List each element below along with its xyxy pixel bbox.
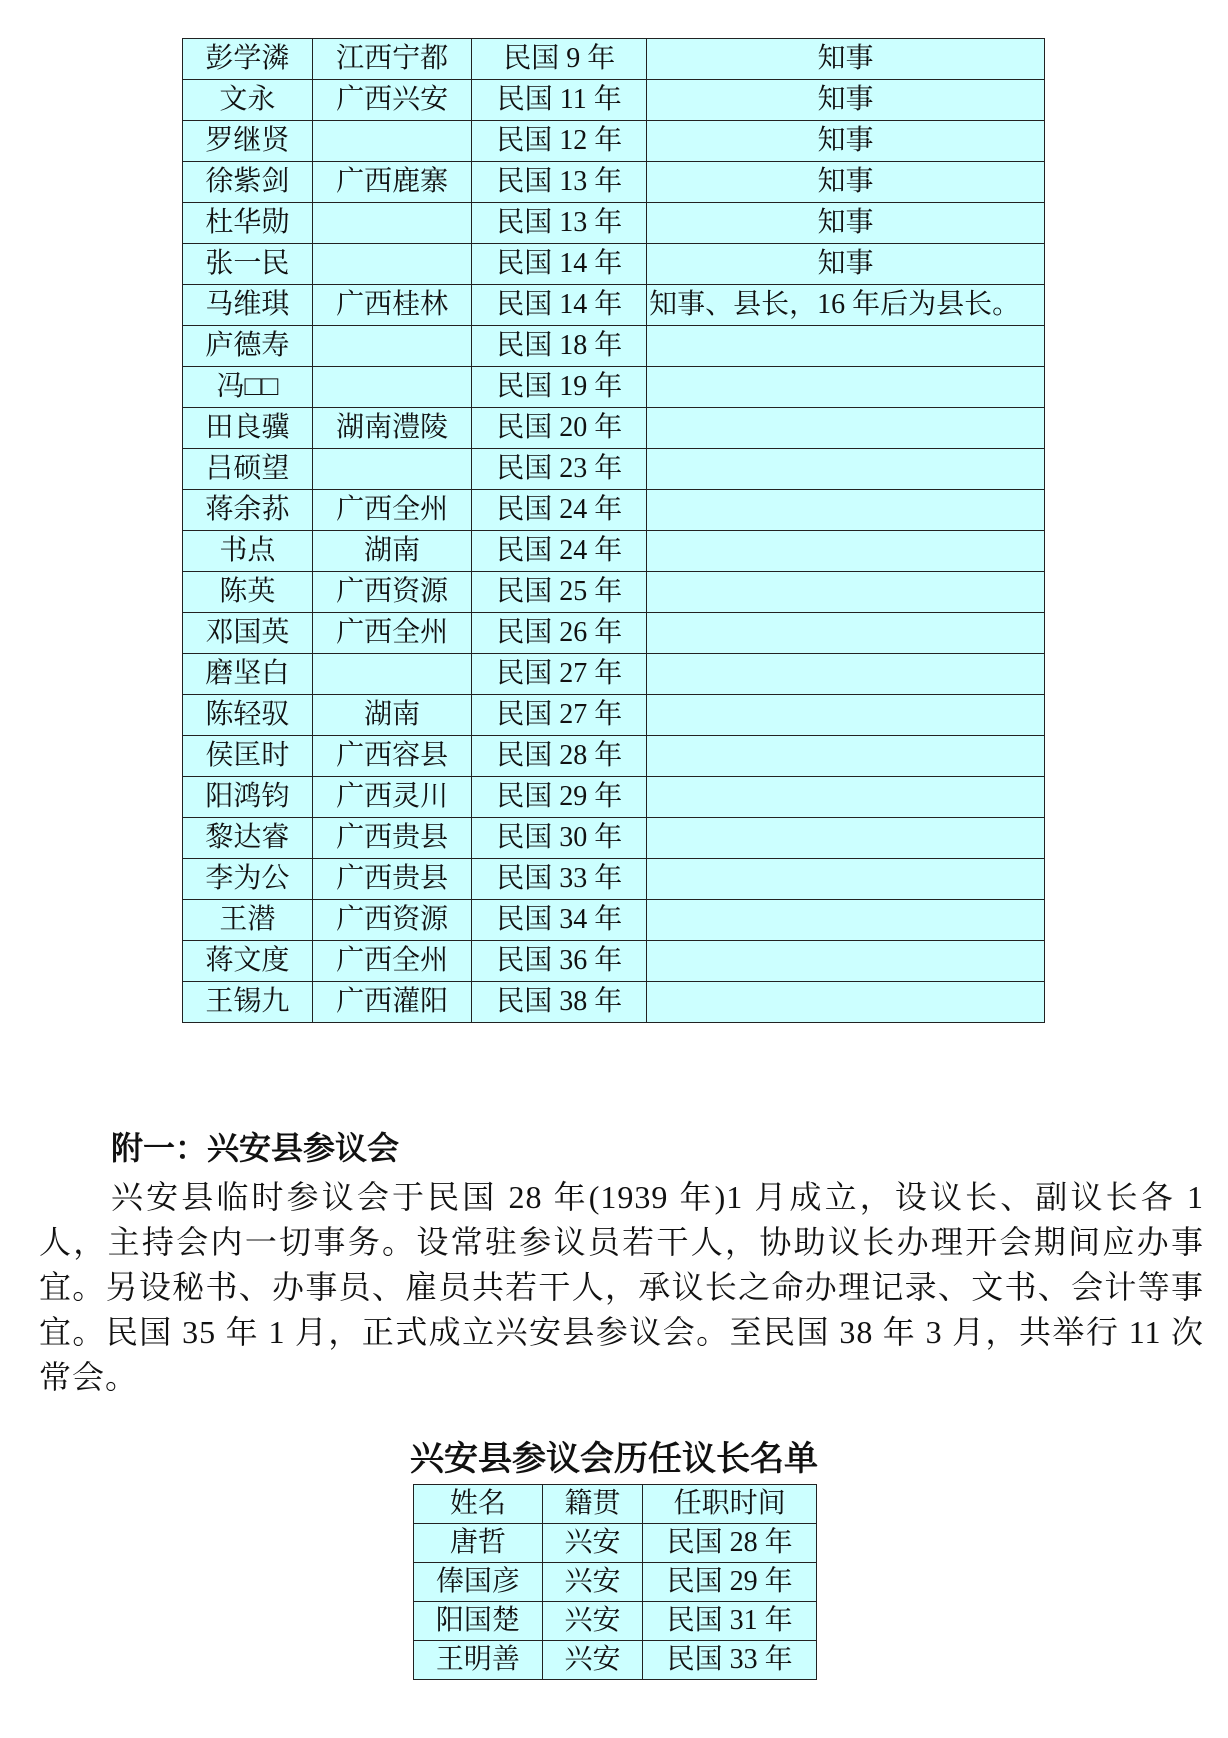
cell-note: 知事	[647, 203, 1045, 244]
table-row	[183, 285, 1045, 326]
cell-year: 民国 13 年	[472, 162, 647, 203]
cell-term: 民国 29 年	[643, 1563, 817, 1602]
cell-origin	[312, 121, 472, 162]
header-name: 姓名	[414, 1485, 543, 1524]
cell-name: 文永	[183, 80, 313, 121]
table-row	[183, 695, 1045, 736]
cell-origin: 湖南澧陵	[312, 408, 472, 449]
table-row	[183, 244, 1045, 285]
cell-name: 彭学潾	[183, 39, 313, 80]
cell-origin: 兴安	[542, 1563, 643, 1602]
cell-year: 民国 24 年	[472, 531, 647, 572]
cell-note	[647, 777, 1045, 818]
table-row	[183, 326, 1045, 367]
cell-note	[647, 367, 1045, 408]
cell-note	[647, 613, 1045, 654]
table-row	[183, 777, 1045, 818]
cell-term: 民国 33 年	[643, 1641, 817, 1680]
cell-origin: 兴安	[542, 1602, 643, 1641]
cell-name: 阳国楚	[414, 1602, 543, 1641]
table-row	[183, 531, 1045, 572]
table-row	[414, 1524, 817, 1563]
cell-name: 王潜	[183, 900, 313, 941]
cell-year: 民国 30 年	[472, 818, 647, 859]
table-row	[183, 736, 1045, 777]
cell-year: 民国 36 年	[472, 941, 647, 982]
cell-origin: 兴安	[542, 1641, 643, 1680]
cell-origin	[312, 203, 472, 244]
cell-name: 陈轻驭	[183, 695, 313, 736]
table-row	[183, 408, 1045, 449]
cell-origin: 广西贵县	[312, 818, 472, 859]
cell-name: 田良骥	[183, 408, 313, 449]
cell-year: 民国 23 年	[472, 449, 647, 490]
cell-year: 民国 14 年	[472, 244, 647, 285]
cell-origin: 湖南	[312, 531, 472, 572]
cell-name: 杜华勋	[183, 203, 313, 244]
cell-year: 民国 38 年	[472, 982, 647, 1023]
cell-origin	[312, 367, 472, 408]
table-row	[183, 941, 1045, 982]
cell-origin	[312, 244, 472, 285]
cell-name: 唐哲	[414, 1524, 543, 1563]
cell-name: 俸国彦	[414, 1563, 543, 1602]
cell-note	[647, 736, 1045, 777]
cell-note	[647, 941, 1045, 982]
cell-year: 民国 9 年	[472, 39, 647, 80]
cell-origin	[312, 326, 472, 367]
cell-year: 民国 27 年	[472, 695, 647, 736]
cell-name: 冯□□	[183, 367, 313, 408]
cell-name: 黎达睿	[183, 818, 313, 859]
cell-origin: 广西兴安	[312, 80, 472, 121]
cell-note	[647, 326, 1045, 367]
cell-origin: 广西全州	[312, 941, 472, 982]
table-header-row	[414, 1485, 817, 1524]
table-row	[414, 1641, 817, 1680]
table-row	[183, 900, 1045, 941]
cell-note	[647, 982, 1045, 1023]
appendix-heading: 附一：兴安县参议会	[111, 1130, 400, 1166]
table-row	[183, 572, 1045, 613]
cell-name: 罗继贤	[183, 121, 313, 162]
table-row	[183, 80, 1045, 121]
cell-name: 李为公	[183, 859, 313, 900]
table-row	[183, 121, 1045, 162]
table-row	[183, 654, 1045, 695]
cell-origin: 湖南	[312, 695, 472, 736]
table-row	[183, 982, 1045, 1023]
cell-term: 民国 28 年	[643, 1524, 817, 1563]
cell-note	[647, 654, 1045, 695]
cell-name: 陈英	[183, 572, 313, 613]
cell-name: 书点	[183, 531, 313, 572]
cell-note	[647, 818, 1045, 859]
cell-year: 民国 20 年	[472, 408, 647, 449]
appendix-paragraph: 兴安县临时参议会于民国 28 年(1939 年)1 月成立，设议长、副议长各 1 人，主持会内一切事务。设常驻参议员若干人，协助议长办理开会期间应办事宜。另设秘书、办事员、雇员共若干人，承议长之命办理记录、文书、会计等事宜。民国 35 年 1 月，正式成立兴安县参议会。至民国 38 年 3 月，共举行 11 次常会。	[39, 1179, 1204, 1395]
cell-origin: 广西灌阳	[312, 982, 472, 1023]
cell-note: 知事	[647, 121, 1045, 162]
cell-note: 知事、县长，16 年后为县长。	[647, 285, 1045, 326]
cell-note	[647, 408, 1045, 449]
cell-origin: 兴安	[542, 1524, 643, 1563]
cell-note: 知事	[647, 162, 1045, 203]
table-row	[183, 203, 1045, 244]
cell-note: 知事	[647, 80, 1045, 121]
cell-name: 张一民	[183, 244, 313, 285]
cell-origin: 江西宁都	[312, 39, 472, 80]
cell-year: 民国 13 年	[472, 203, 647, 244]
cell-name: 庐德寿	[183, 326, 313, 367]
table-row	[183, 39, 1045, 80]
cell-year: 民国 33 年	[472, 859, 647, 900]
cell-name: 蒋余荪	[183, 490, 313, 531]
cell-term: 民国 31 年	[643, 1602, 817, 1641]
cell-note: 知事	[647, 244, 1045, 285]
header-term: 任职时间	[643, 1485, 817, 1524]
cell-name: 吕硕望	[183, 449, 313, 490]
cell-year: 民国 27 年	[472, 654, 647, 695]
cell-origin	[312, 654, 472, 695]
cell-name: 侯匡时	[183, 736, 313, 777]
table-row	[183, 162, 1045, 203]
table-row	[183, 859, 1045, 900]
cell-name: 徐紫剑	[183, 162, 313, 203]
cell-year: 民国 25 年	[472, 572, 647, 613]
cell-year: 民国 29 年	[472, 777, 647, 818]
cell-year: 民国 26 年	[472, 613, 647, 654]
cell-origin	[312, 449, 472, 490]
cell-origin: 广西容县	[312, 736, 472, 777]
cell-origin: 广西灵川	[312, 777, 472, 818]
chairmen-table	[413, 1484, 817, 1680]
cell-name: 蒋文度	[183, 941, 313, 982]
cell-note	[647, 859, 1045, 900]
cell-name: 马维琪	[183, 285, 313, 326]
cell-origin: 广西鹿寨	[312, 162, 472, 203]
cell-year: 民国 34 年	[472, 900, 647, 941]
cell-year: 民国 24 年	[472, 490, 647, 531]
cell-name: 王明善	[414, 1641, 543, 1680]
table-row	[183, 490, 1045, 531]
cell-year: 民国 19 年	[472, 367, 647, 408]
cell-note	[647, 695, 1045, 736]
table-row	[183, 818, 1045, 859]
table-row	[183, 613, 1045, 654]
cell-year: 民国 12 年	[472, 121, 647, 162]
cell-name: 阳鸿钧	[183, 777, 313, 818]
table-row	[414, 1563, 817, 1602]
cell-year: 民国 14 年	[472, 285, 647, 326]
cell-year: 民国 18 年	[472, 326, 647, 367]
magistrates-table	[182, 38, 1045, 1023]
cell-year: 民国 28 年	[472, 736, 647, 777]
cell-year: 民国 11 年	[472, 80, 647, 121]
cell-origin: 广西全州	[312, 490, 472, 531]
cell-note	[647, 531, 1045, 572]
header-origin: 籍贯	[542, 1485, 643, 1524]
table-row	[183, 367, 1045, 408]
cell-origin: 广西贵县	[312, 859, 472, 900]
cell-name: 磨坚白	[183, 654, 313, 695]
cell-note	[647, 449, 1045, 490]
table-row	[183, 449, 1045, 490]
cell-origin: 广西资源	[312, 572, 472, 613]
cell-origin: 广西资源	[312, 900, 472, 941]
table-row	[414, 1602, 817, 1641]
cell-origin: 广西全州	[312, 613, 472, 654]
cell-name: 王锡九	[183, 982, 313, 1023]
cell-note	[647, 490, 1045, 531]
cell-note	[647, 900, 1045, 941]
cell-name: 邓国英	[183, 613, 313, 654]
cell-note: 知事	[647, 39, 1045, 80]
cell-note	[647, 572, 1045, 613]
cell-origin: 广西桂林	[312, 285, 472, 326]
chair-table-title: 兴安县参议会历任议长名单	[410, 1441, 818, 1478]
